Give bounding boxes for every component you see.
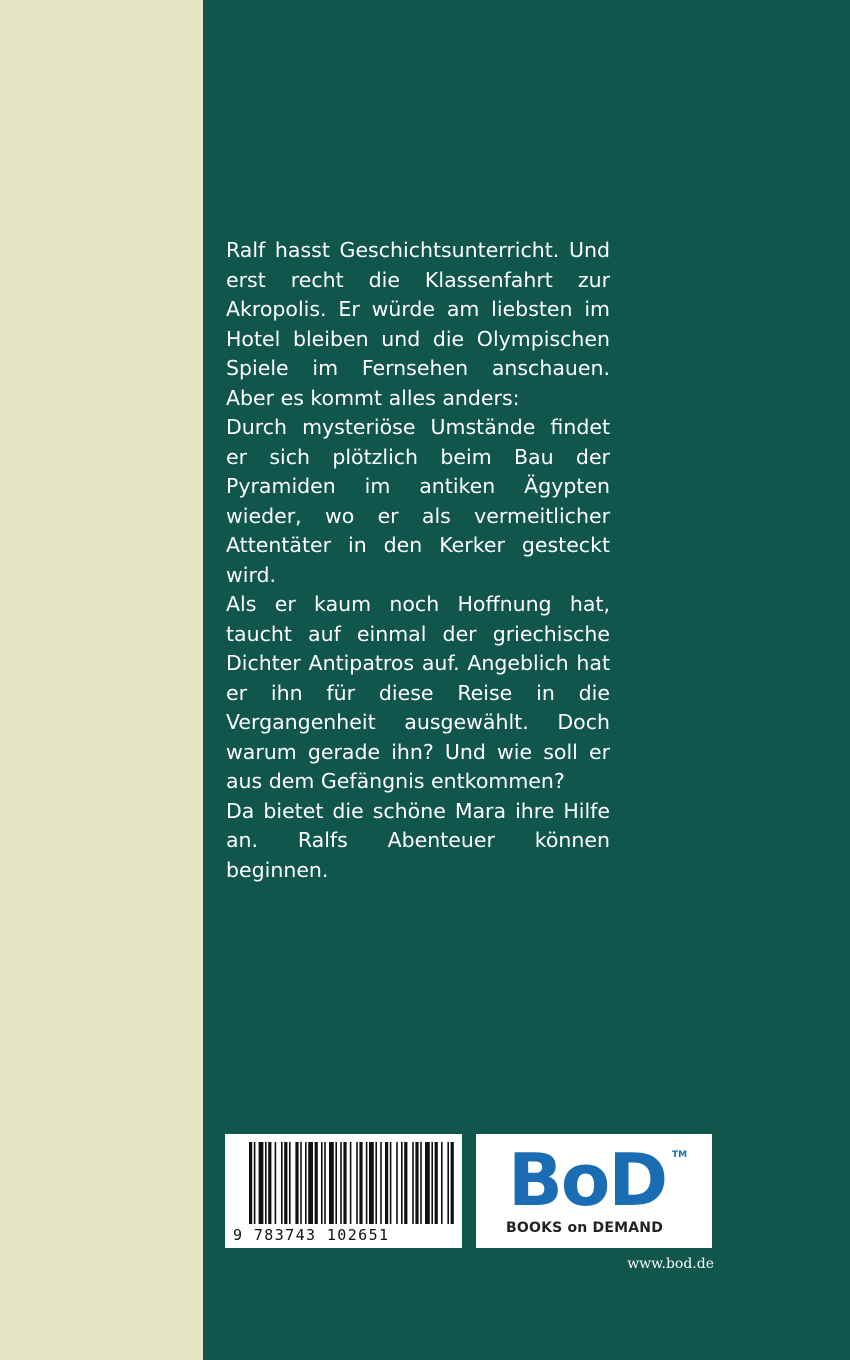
barcode-bar <box>431 1142 433 1224</box>
blurb-text <box>226 236 610 885</box>
barcode-bar <box>415 1142 418 1224</box>
barcode-bar <box>268 1142 271 1224</box>
barcode-bar <box>295 1142 298 1224</box>
barcode-bar <box>390 1142 392 1224</box>
barcode-bar <box>396 1142 398 1224</box>
publisher-logo-box <box>476 1134 712 1248</box>
barcode-bar <box>441 1142 443 1224</box>
publisher-tagline: BOOKS on DEMAND <box>506 1220 664 1236</box>
barcode-bar <box>401 1142 403 1224</box>
barcode-bar <box>289 1142 291 1224</box>
barcode-bar <box>254 1142 256 1224</box>
bod-logo: BoD <box>508 1138 667 1222</box>
barcode-bar <box>356 1142 358 1224</box>
barcode-bar <box>329 1142 334 1224</box>
barcode-bar <box>305 1142 307 1224</box>
isbn-number: 9 783743 102651 <box>233 1226 390 1244</box>
trademark-mark: TM <box>672 1150 688 1160</box>
blurb-paragraph-4: Da bietet die schöne Mara ihre Hilfe an. Ralfs Abenteuer können beginnen. <box>226 798 610 882</box>
blurb-paragraph-1: Ralf hasst Geschichtsunterricht. Und erst recht die Klassenfahrt zur Akropolis. Er würde am liebsten im Hotel bleiben und die Olympischen Spiele im Fernsehen anschauen. Aber es kommt alles anders: <box>226 238 610 410</box>
barcode-bar <box>275 1142 277 1224</box>
barcode-bar <box>335 1142 337 1224</box>
barcode-bar <box>375 1142 377 1224</box>
barcode-bar <box>380 1142 382 1224</box>
barcode-bar <box>315 1142 318 1224</box>
barcode-bar <box>308 1142 313 1224</box>
barcode-bar <box>300 1142 302 1224</box>
spine <box>0 0 203 1360</box>
barcode-bar <box>385 1142 388 1224</box>
barcode-bar <box>340 1142 342 1224</box>
barcode-bar <box>425 1142 430 1224</box>
barcode-bar <box>420 1142 422 1224</box>
barcode-bar <box>324 1142 326 1224</box>
barcode-bar <box>249 1142 252 1224</box>
blurb-paragraph-2: Durch mysteriöse Umstände findet er sich plötzlich beim Bau der Pyramiden im antiken Ägypten wieder, wo er als vermeitlicher Attentäter in den Kerker gesteckt wird. <box>226 415 610 587</box>
barcode-bar <box>265 1142 267 1224</box>
isbn-barcode <box>225 1134 462 1248</box>
barcode-bar <box>281 1142 283 1224</box>
barcode-bar <box>404 1142 407 1224</box>
barcode-bar <box>435 1142 438 1224</box>
barcode-bar <box>259 1142 264 1224</box>
barcode-bar <box>359 1142 362 1224</box>
publisher-url: www.bod.de <box>627 1256 714 1272</box>
barcode-bar <box>412 1142 414 1224</box>
barcode-bar <box>321 1142 323 1224</box>
barcode-bar <box>369 1142 374 1224</box>
barcode-bar <box>350 1142 352 1224</box>
barcode-bar <box>343 1142 346 1224</box>
barcode-bar <box>447 1142 449 1224</box>
barcode-bar <box>284 1142 287 1224</box>
barcode-bar <box>366 1142 368 1224</box>
blurb-paragraph-3: Als er kaum noch Hoffnung hat, taucht auf einmal der griechische Dichter Antipatros auf. Angeblich hat er ihn für diese Reise in die Vergangenheit ausgewählt. Doch warum gerade ihn? Und wie soll er aus dem Gefängnis entkommen? <box>226 592 610 793</box>
barcode-bar <box>451 1142 454 1224</box>
